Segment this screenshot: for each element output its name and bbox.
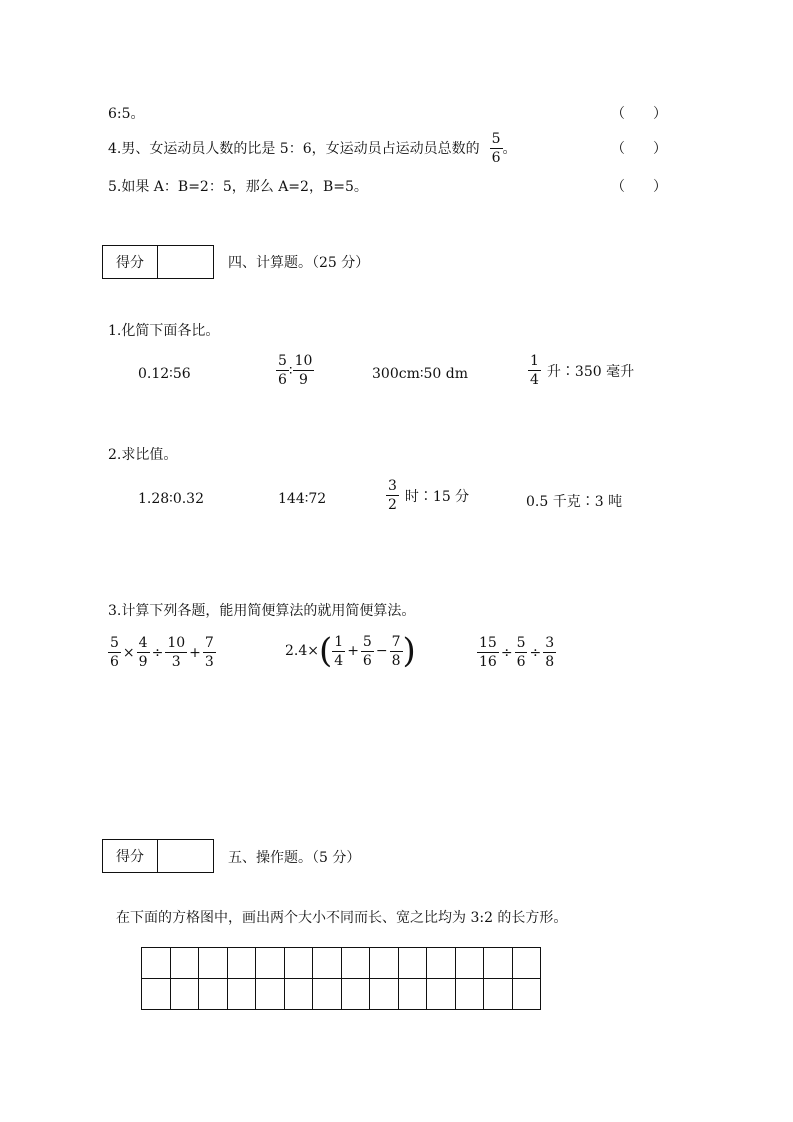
right-paren: ) <box>402 631 416 671</box>
grid-cell[interactable] <box>313 979 342 1010</box>
fraction-denominator: 4 <box>334 652 344 669</box>
grid-cell[interactable] <box>427 948 456 979</box>
grid-cell[interactable] <box>227 948 256 979</box>
fraction-numerator: 7 <box>204 635 214 651</box>
fraction-denominator: 9 <box>138 654 148 670</box>
judge-line-3-tail: 6:5。 <box>108 106 145 122</box>
grid-cell[interactable] <box>512 979 541 1010</box>
fraction-numerator: 5 <box>362 633 372 650</box>
score-label: 得分 <box>103 840 158 872</box>
fraction-denominator: 3 <box>171 654 181 670</box>
judge-line-5: 5.如果 A：B=2：5，那么 A=2，B=5。 <box>108 179 368 195</box>
section-5-instruction: 在下面的方格图中，画出两个大小不同而长、宽之比均为 3:2 的长方形。 <box>116 910 568 926</box>
q3-expression-2 <box>285 631 416 671</box>
fraction <box>332 635 345 668</box>
fraction-numerator: 5 <box>278 353 287 369</box>
fraction-denominator: 2 <box>388 497 397 513</box>
fraction-denominator: 8 <box>545 654 555 670</box>
fraction <box>543 636 556 669</box>
grid-cell[interactable] <box>256 948 285 979</box>
answer-paren-5[interactable]: （ ） <box>611 179 667 195</box>
score-input[interactable] <box>158 840 213 872</box>
fraction-numerator: 15 <box>479 635 497 651</box>
ratio-sign: ∶ <box>288 362 293 379</box>
grid-cell[interactable] <box>455 979 484 1010</box>
grid-cell[interactable] <box>398 948 427 979</box>
grid-cell[interactable] <box>313 948 342 979</box>
fraction-denominator: 9 <box>299 372 308 388</box>
section-5-title: 五、操作题。（5 分） <box>228 850 361 866</box>
fraction-numerator: 5 <box>516 635 526 651</box>
fraction-numerator: 3 <box>545 635 555 651</box>
ratio-rest: 时∶15 分 <box>404 488 470 505</box>
fraction <box>386 479 399 512</box>
square-grid[interactable] <box>141 947 541 1010</box>
operator: + <box>189 644 201 661</box>
grid-row <box>142 948 541 979</box>
q1-item-3: 300cm∶50 dm <box>372 366 468 382</box>
fraction-denominator: 6 <box>491 149 501 166</box>
grid-cell[interactable] <box>227 979 256 1010</box>
fraction-denominator: 3 <box>204 654 214 670</box>
fraction-five-sixths <box>490 132 503 165</box>
fraction <box>293 354 315 387</box>
ratio-rest: 升∶350 毫升 <box>546 363 635 380</box>
grid-cell[interactable] <box>341 979 370 1010</box>
fraction-numerator: 1 <box>334 633 344 650</box>
fraction-numerator: 7 <box>391 633 401 650</box>
fraction <box>137 636 150 669</box>
score-box-section-5 <box>102 839 214 873</box>
fraction-denominator: 16 <box>479 654 497 670</box>
operator: × <box>122 644 135 661</box>
grid-cell[interactable] <box>484 979 513 1010</box>
q2-item-2: 144∶72 <box>278 491 327 507</box>
grid-cell[interactable] <box>370 979 399 1010</box>
grid-cell[interactable] <box>256 979 285 1010</box>
fraction-denominator: 6 <box>278 372 287 388</box>
fraction-denominator: 4 <box>530 372 539 388</box>
q3-title: 3.计算下列各题，能用简便算法的就用简便算法。 <box>108 603 416 619</box>
fraction-denominator: 6 <box>362 652 372 669</box>
q2-item-3 <box>386 479 469 512</box>
q1-item-4 <box>528 354 634 387</box>
fraction-numerator: 3 <box>388 478 397 494</box>
operator: − <box>375 643 388 659</box>
fraction <box>276 354 289 387</box>
fraction-denominator: 6 <box>110 654 119 670</box>
fraction-numerator: 10 <box>167 635 186 651</box>
q1-item-2 <box>276 354 314 387</box>
answer-paren-3[interactable]: （ ） <box>611 106 667 122</box>
grid-row <box>142 979 541 1010</box>
grid-cell[interactable] <box>484 948 513 979</box>
fraction-denominator: 8 <box>391 652 401 669</box>
grid-cell[interactable] <box>142 979 171 1010</box>
grid-cell[interactable] <box>341 948 370 979</box>
fraction-numerator: 1 <box>530 353 539 369</box>
operator: ÷ <box>500 644 513 661</box>
q3-expression-3 <box>477 636 556 669</box>
operator: ÷ <box>529 644 542 661</box>
grid-cell[interactable] <box>284 948 313 979</box>
grid-cell[interactable] <box>170 948 199 979</box>
q2-item-1: 1.28∶0.32 <box>138 491 204 507</box>
fraction <box>108 636 121 669</box>
operator: ÷ <box>151 644 164 661</box>
fraction <box>477 636 499 669</box>
judge-line-4-end: 。 <box>502 141 517 157</box>
score-input[interactable] <box>158 246 213 278</box>
judge-line-4 <box>108 130 517 166</box>
fraction-numerator: 5 <box>110 635 119 651</box>
judge-line-4-text: 4.男、女运动员人数的比是 5：6，女运动员占运动员总数的 <box>108 141 480 157</box>
grid-cell[interactable] <box>370 948 399 979</box>
grid-cell[interactable] <box>142 948 171 979</box>
grid-cell[interactable] <box>398 979 427 1010</box>
grid-cell[interactable] <box>170 979 199 1010</box>
section-4-title: 四、计算题。（25 分） <box>228 255 370 271</box>
grid-cell[interactable] <box>427 979 456 1010</box>
left-paren: ( <box>319 631 333 671</box>
fraction <box>515 636 528 669</box>
expression-lead: 2.4× <box>285 643 319 659</box>
q3-expression-1 <box>108 636 216 669</box>
fraction <box>528 354 541 387</box>
grid-cell[interactable] <box>512 948 541 979</box>
fraction <box>203 636 216 669</box>
fraction-numerator: 10 <box>294 353 313 369</box>
fraction <box>361 635 374 668</box>
score-label: 得分 <box>103 246 158 278</box>
grid-cell[interactable] <box>199 948 228 979</box>
answer-paren-4[interactable]: （ ） <box>611 141 667 157</box>
grid-cell[interactable] <box>284 979 313 1010</box>
q1-title: 1.化简下面各比。 <box>108 323 220 339</box>
score-box-section-4 <box>102 245 214 279</box>
fraction-numerator: 4 <box>138 635 148 651</box>
fraction-denominator: 6 <box>516 654 526 670</box>
fraction <box>390 635 403 668</box>
q2-item-4: 0.5 千克∶3 吨 <box>526 494 623 510</box>
fraction <box>165 636 187 669</box>
grid-cell[interactable] <box>199 979 228 1010</box>
grid-cell[interactable] <box>455 948 484 979</box>
q2-title: 2.求比值。 <box>108 447 178 463</box>
q1-item-1: 0.12∶56 <box>138 366 191 382</box>
operator: + <box>347 643 359 659</box>
fraction-numerator: 5 <box>491 130 501 147</box>
